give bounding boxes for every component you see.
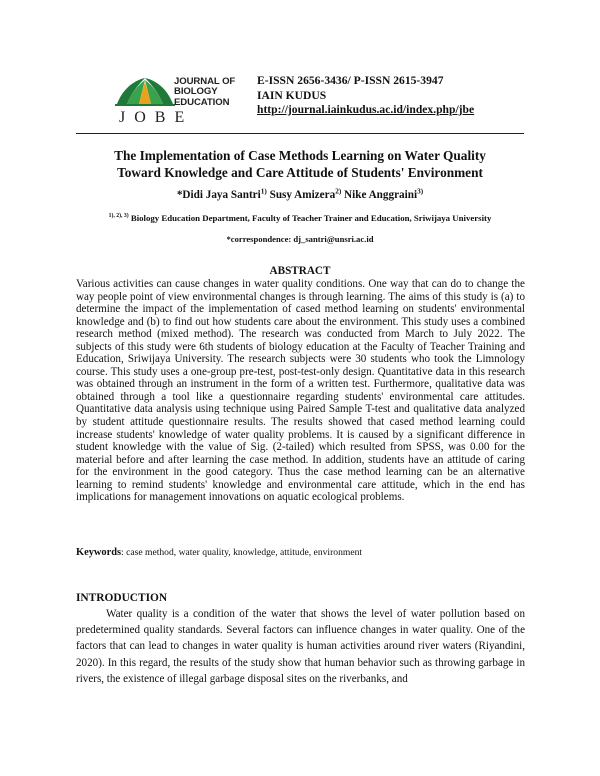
journal-url-link[interactable]: http://journal.iainkudus.ac.id/index.php/jbe: [257, 103, 475, 116]
title-line-2: Toward Knowledge and Care Attitude of Students' Environment: [117, 164, 483, 180]
institution-line: IAIN KUDUS: [257, 88, 327, 102]
author-sup: 1): [260, 187, 267, 196]
author-name: Nike Anggraini: [344, 189, 418, 201]
introduction-text: Water quality is a condition of the water that shows the level of water pollution based on predetermined quality standards. Several factors can influence changes in water quality. One of the factors that can lead to changes in water quality is human activities around river waters (Riyandini, 2020). In this regard, the results of the study show that human behavior such as throwing garbage in rivers, the existence of illegal garbage disposal sites on the riverbanks, and: [76, 608, 525, 685]
journal-logo: [113, 74, 249, 130]
affiliation: [60, 213, 540, 223]
affiliation-sup: 1), 2), 3): [108, 213, 129, 220]
author-list: [60, 189, 540, 201]
logo-line-2: BIOLOGY: [174, 86, 218, 98]
correspondence-email: *correspondence: dj_santri@unsri.ac.id: [226, 234, 374, 244]
logo-line-1: JOURNAL OF: [174, 76, 236, 87]
keywords-line: [76, 547, 525, 558]
leaf-logo-icon: [113, 74, 177, 108]
title-line-1: The Implementation of Case Methods Learning on Water Quality: [114, 148, 486, 163]
issn-line: E-ISSN 2656-3436/ P-ISSN 2615-3947: [257, 74, 444, 87]
keywords-label: Keywords: [76, 547, 122, 558]
logo-journal-name: [174, 77, 235, 108]
abstract-text: Various activities can cause changes in water quality conditions. One way that can do to change the way people point of view environmental changes is through learning. The aims of this study is (a) to determine the impact of the implementation of cased method learning on students' environmental knowledge and (b) to find out how students care about the environment. This study uses a combined research method (mixed method). The research was conducted from March to July 2022. The subjects of this study were 6th students of biology education at the Faculty of Teacher Training and Education, Sriwijaya University. The research subjects were 30 students who took the Limnology course. This study uses a one-group pre-test, post-test-only design. Quantitative data in this research was obtained through an instrument in the form of a written test. Furthermore, qualitative data was obtained through a tool like a questionnaire regarding students' environmental care attitudes. Quantitative data analysis using technique using Paired Sample T-test and qualitative data analyzed by student attitude questionnaire results. The results showed that cased method learning could increase students' knowledge of water quality problems. It is caused by a significant difference in student knowledge with the value of Sig. (2-tailed) which resulted from SPSS, was 0.00 for the material before and after learning the case method. In addition, students have an attitude of caring for the environment in the good category. Thus the case method learning can be an alternative learning to remind students' knowledge and environmental care attitude, which in the end has implications for management innovations on aquatic ecological problems.: [76, 278, 525, 504]
author-sup: 3): [417, 187, 424, 196]
keywords-text: : case method, water quality, knowledge, attitude, environment: [121, 547, 363, 558]
author-name: Susy Amizera: [269, 189, 336, 201]
journal-header: [113, 74, 525, 134]
article-title: [60, 148, 540, 181]
author-name: *Didi Jaya Santri: [176, 189, 261, 201]
introduction-heading: INTRODUCTION: [76, 592, 168, 604]
logo-acronym: JOBE: [119, 109, 194, 126]
logo-line-3: EDUCATION: [174, 96, 230, 108]
header-divider: [76, 133, 524, 134]
author-sup: 2): [335, 187, 342, 196]
journal-meta: [257, 74, 474, 118]
abstract-heading: ABSTRACT: [269, 265, 331, 277]
affiliation-text: Biology Education Department, Faculty of Teacher Trainer and Education, Sriwijaya University: [130, 213, 492, 223]
